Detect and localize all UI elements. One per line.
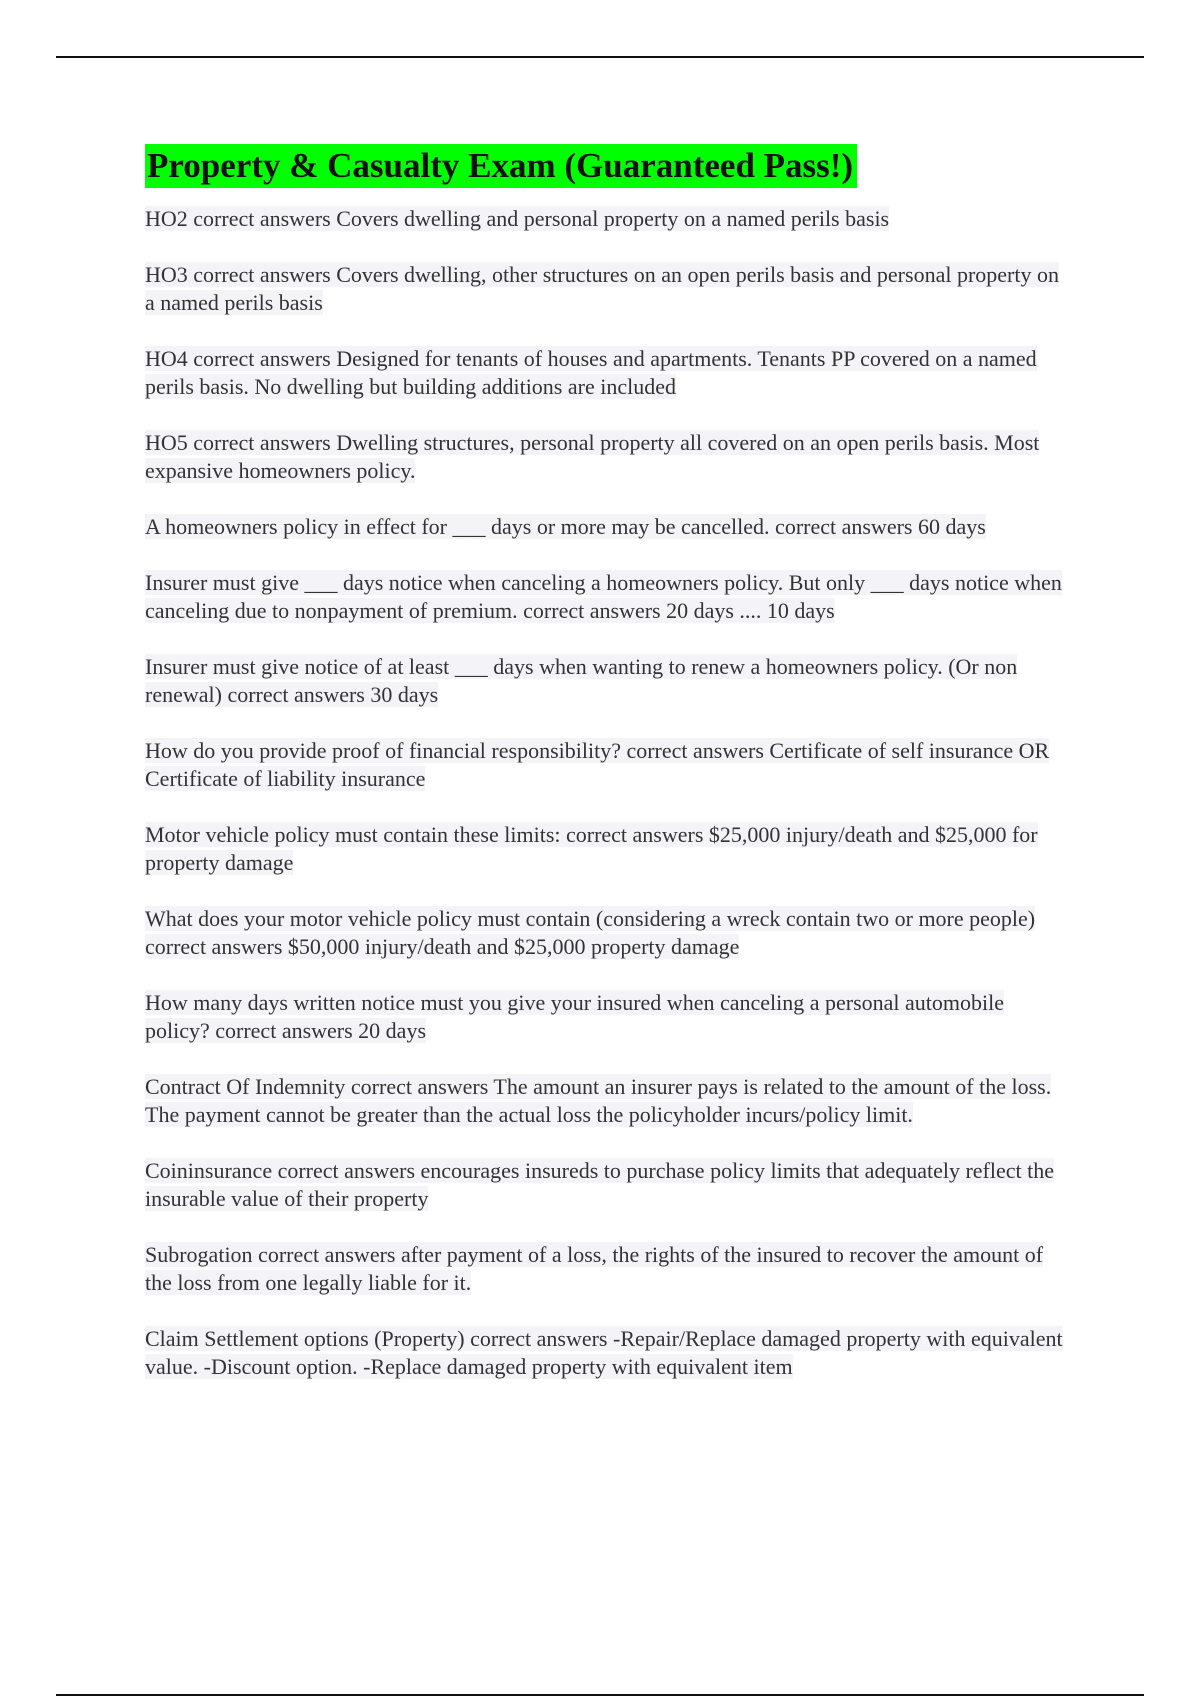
qa-item-indemnity (145, 1073, 1065, 1129)
qa-item-ho2 (145, 205, 1065, 233)
qa-item-financial-responsibility (145, 737, 1065, 793)
qa-item-ho3 (145, 261, 1065, 317)
qa-item-motor-wreck (145, 905, 1065, 961)
qa-text: How do you provide proof of financial responsibility? correct answers Certificate of self insurance OR Certificate of liability insurance (145, 738, 1050, 791)
qa-text: HO2 correct answers Covers dwelling and personal property on a named perils basis (145, 206, 890, 231)
qa-text: HO4 correct answers Designed for tenants of houses and apartments. Tenants PP covered on a named perils basis. No dwelling but building additions are included (145, 346, 1037, 399)
qa-item-auto-cancel (145, 989, 1065, 1045)
qa-text: HO5 correct answers Dwelling structures, personal property all covered on an open perils basis. Most expansive homeowners policy. (145, 430, 1040, 483)
qa-text: Subrogation correct answers after payment of a loss, the rights of the insured to recover the amount of the loss from one legally liable for it. (145, 1242, 1044, 1295)
qa-text: Claim Settlement options (Property) correct answers -Repair/Replace damaged property with equivalent value. -Discount option. -Replace damaged property with equivalent item (145, 1326, 1063, 1379)
qa-text: Insurer must give ___ days notice when canceling a homeowners policy. But only ___ days notice when canceling due to nonpayment of premium. correct answers 20 days .... 10 days (145, 570, 1062, 623)
qa-text: A homeowners policy in effect for ___ days or more may be cancelled. correct answers 60 days (145, 514, 986, 539)
footer-rule (56, 1694, 1144, 1696)
qa-item-cancel-notice (145, 569, 1065, 625)
qa-text: Motor vehicle policy must contain these limits: correct answers $25,000 injury/death and $25,000 for property damage (145, 822, 1038, 875)
document-body (145, 144, 1080, 1409)
qa-item-subrogation (145, 1241, 1065, 1297)
qa-item-motor-limits (145, 821, 1065, 877)
qa-item-claim-settlement (145, 1325, 1065, 1381)
qa-item-coinsurance (145, 1157, 1065, 1213)
qa-text: What does your motor vehicle policy must contain (considering a wreck contain two or more people) correct answers $50,000 injury/death and $25,000 property damage (145, 906, 1036, 959)
qa-item-cancel-period (145, 513, 1065, 541)
header-rule (56, 56, 1144, 58)
qa-text: Insurer must give notice of at least ___ days when wanting to renew a homeowners policy. (Or non renewal) correct answers 30 days (145, 654, 1018, 707)
qa-item-renewal-notice (145, 653, 1065, 709)
qa-text: Contract Of Indemnity correct answers The amount an insurer pays is related to the amount of the loss. The payment cannot be greater than the actual loss the policyholder incurs/policy limit. (145, 1074, 1052, 1127)
qa-item-ho4 (145, 345, 1065, 401)
qa-text: HO3 correct answers Covers dwelling, other structures on an open perils basis and personal property on a named perils basis (145, 262, 1059, 315)
document-title: Property & Casualty Exam (Guaranteed Pass!) (145, 144, 857, 188)
qa-item-ho5 (145, 429, 1065, 485)
qa-text: Coininsurance correct answers encourages insureds to purchase policy limits that adequately reflect the insurable value of their property (145, 1158, 1055, 1211)
qa-text: How many days written notice must you give your insured when canceling a personal automobile policy? correct answers 20 days (145, 990, 1005, 1043)
